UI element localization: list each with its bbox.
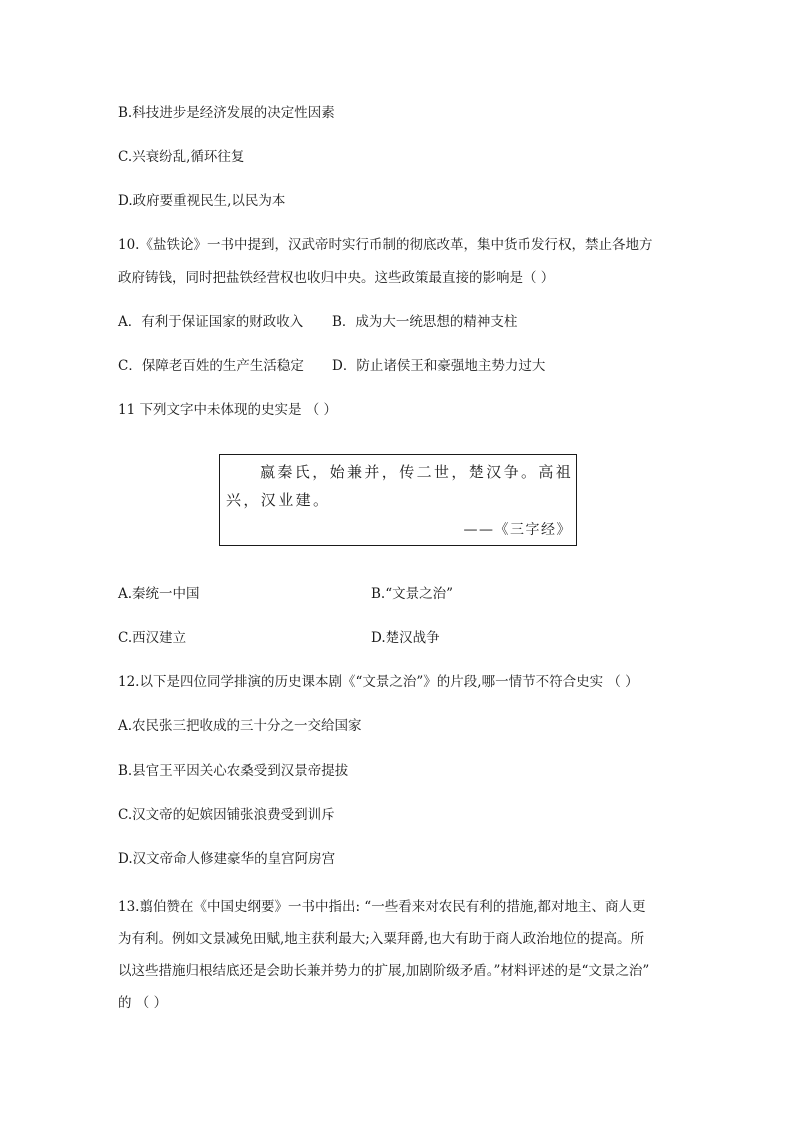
q12-option-a: A.农民张三把收成的三十分之一交给国家 [118,718,362,734]
quote-source: ——《三字经》 [463,522,572,538]
quote-line2: 兴，汉业建。 [226,491,331,509]
q10-option-c: C．保障老百姓的生产生活稳定 [118,358,304,374]
q11-stem: 11 下列文字中未体现的史实是 （ ） [118,402,338,418]
q10-option-d: D．防止诸侯王和豪强地主势力过大 [332,358,546,374]
q12-option-b: B.县官王平因关心农桑受到汉景帝提拔 [118,763,349,779]
q13-line4: 的 （ ） [118,995,168,1011]
q9-option-c: C.兴衰纷乱,循环往复 [118,149,245,165]
q10-option-b: B．成为大一统思想的精神支柱 [332,314,518,330]
q10-stem-line1: 10.《盐铁论》一书中提到，汉武帝时实行币制的彻底改革，集中货币发行权，禁止各地方 [118,237,653,253]
quote-line1: 嬴秦氏，始兼并，传二世，楚汉争。高祖 [260,463,574,481]
q12-stem: 12.以下是四位同学排演的历史课本剧《“文景之治”》的片段,哪一情节不符合史实 （ ） [118,674,639,690]
q10-option-a: A．有利于保证国家的财政收入 [118,314,304,330]
q11-option-a: A.秦统一中国 [118,586,200,602]
q10-stem-line2: 政府铸钱，同时把盐铁经营权也收归中央。这些政策最直接的影响是（ ） [118,270,555,286]
q11-option-d: D.楚汉战争 [371,630,440,646]
q12-option-c: C.汉文帝的妃嫔因铺张浪费受到训斥 [118,807,335,823]
q12-option-d: D.汉文帝命人修建豪华的皇宫阿房宫 [118,851,336,867]
q9-option-d: D.政府要重视民生,以民为本 [118,193,286,209]
q13-line3: 以这些措施归根结底还是会助长兼并势力的扩展,加剧阶级矛盾。”材料评述的是“文景之治” [118,963,650,979]
q11-option-b: B.“文景之治” [371,586,454,602]
q13-line2: 为有利。例如文景减免田赋,地主获利最大;入粟拜爵,也大有助于商人政治地位的提高。所 [118,931,645,947]
q13-line1: 13.翦伯赞在《中国史纲要》一书中指出: “一些看来对农民有利的措施,都对地主、商人更 [118,899,646,915]
quote-box [219,454,577,546]
q11-option-c: C.西汉建立 [118,630,187,646]
q9-option-b: B.科技进步是经济发展的决定性因素 [118,105,335,121]
